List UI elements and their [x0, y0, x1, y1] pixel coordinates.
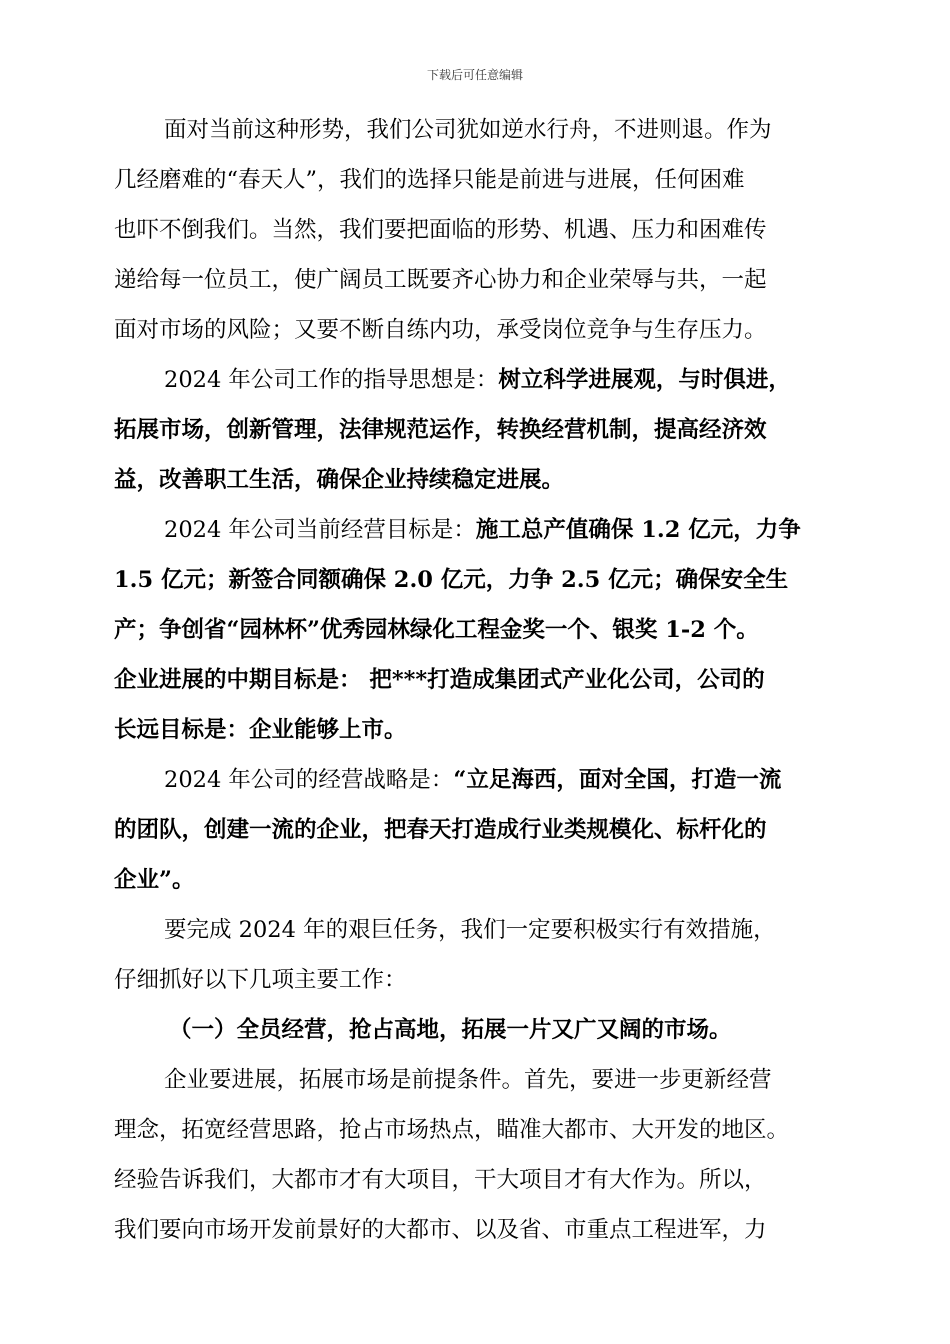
- text-line: 要完成 2024 年的艰巨任务，我们一定要积极实行有效措施，: [164, 917, 776, 943]
- text-line: 1.5 亿元；新签合同额确保 2.0 亿元，力争 2.5 亿元；确保安全生: [114, 567, 789, 593]
- text-line: 面对市场的风险；又要不断自练内功，承受岗位竞争与生存压力。: [114, 317, 767, 343]
- text-line: 企业要进展，拓展市场是前提条件。首先，要进一步更新经营: [164, 1067, 772, 1093]
- text-line: 几经磨难的“春天人”，我们的选择只能是前进与进展，任何困难: [114, 167, 745, 193]
- document-body: [114, 105, 859, 1255]
- text-line: 理念，拓宽经营思路，抢占市场热点，瞄准大都市、大开发的地区。: [114, 1117, 790, 1143]
- text-line: 益，改善职工生活，确保企业持续稳定进展。: [114, 467, 565, 493]
- text-line: 长远目标是：企业能够上市。: [114, 717, 407, 743]
- text-line: 也吓不倒我们。当然，我们要把面临的形势、机遇、压力和困难传: [114, 217, 767, 243]
- text-line: 经验告诉我们，大都市才有大项目，干大项目才有大作为。所以，: [114, 1167, 767, 1193]
- page-header: 下载后可任意编辑: [426, 68, 523, 82]
- text-line: 2024 年公司的经营战略是：“立足海西，面对全国，打造一流: [164, 767, 782, 793]
- text-line: 仔细抓好以下几项主要工作：: [114, 967, 407, 993]
- text-line: 企业进展的中期目标是： 把***打造成集团式产业化公司，公司的: [114, 667, 765, 693]
- text-line: 产；争创省“园林杯”优秀园林绿化工程金奖一个、银奖 1-2 个。: [114, 617, 759, 643]
- text-line: 递给每一位员工，使广阔员工既要齐心协力和企业荣辱与共，一起: [114, 267, 767, 293]
- text-line: 的团队，创建一流的企业，把春天打造成行业类规模化、标杆化的: [114, 817, 767, 843]
- text-line: 我们要向市场开发前景好的大都市、以及省、市重点工程进军，力: [114, 1217, 767, 1243]
- text-line: 面对当前这种形势，我们公司犹如逆水行舟，不进则退。作为: [164, 117, 772, 143]
- text-line: 拓展市场，创新管理，法律规范运作，转换经营机制，提高经济效: [114, 417, 767, 443]
- text-line: 企业”。: [114, 867, 195, 893]
- section-heading: （一）全员经营，抢占高地，拓展一片又广又阔的市场。: [169, 1017, 732, 1043]
- text-line: 2024 年公司当前经营目标是：施工总产值确保 1.2 亿元，力争: [164, 517, 801, 543]
- text-line: 2024 年公司工作的指导思想是：树立科学进展观，与时俱进，: [164, 367, 791, 393]
